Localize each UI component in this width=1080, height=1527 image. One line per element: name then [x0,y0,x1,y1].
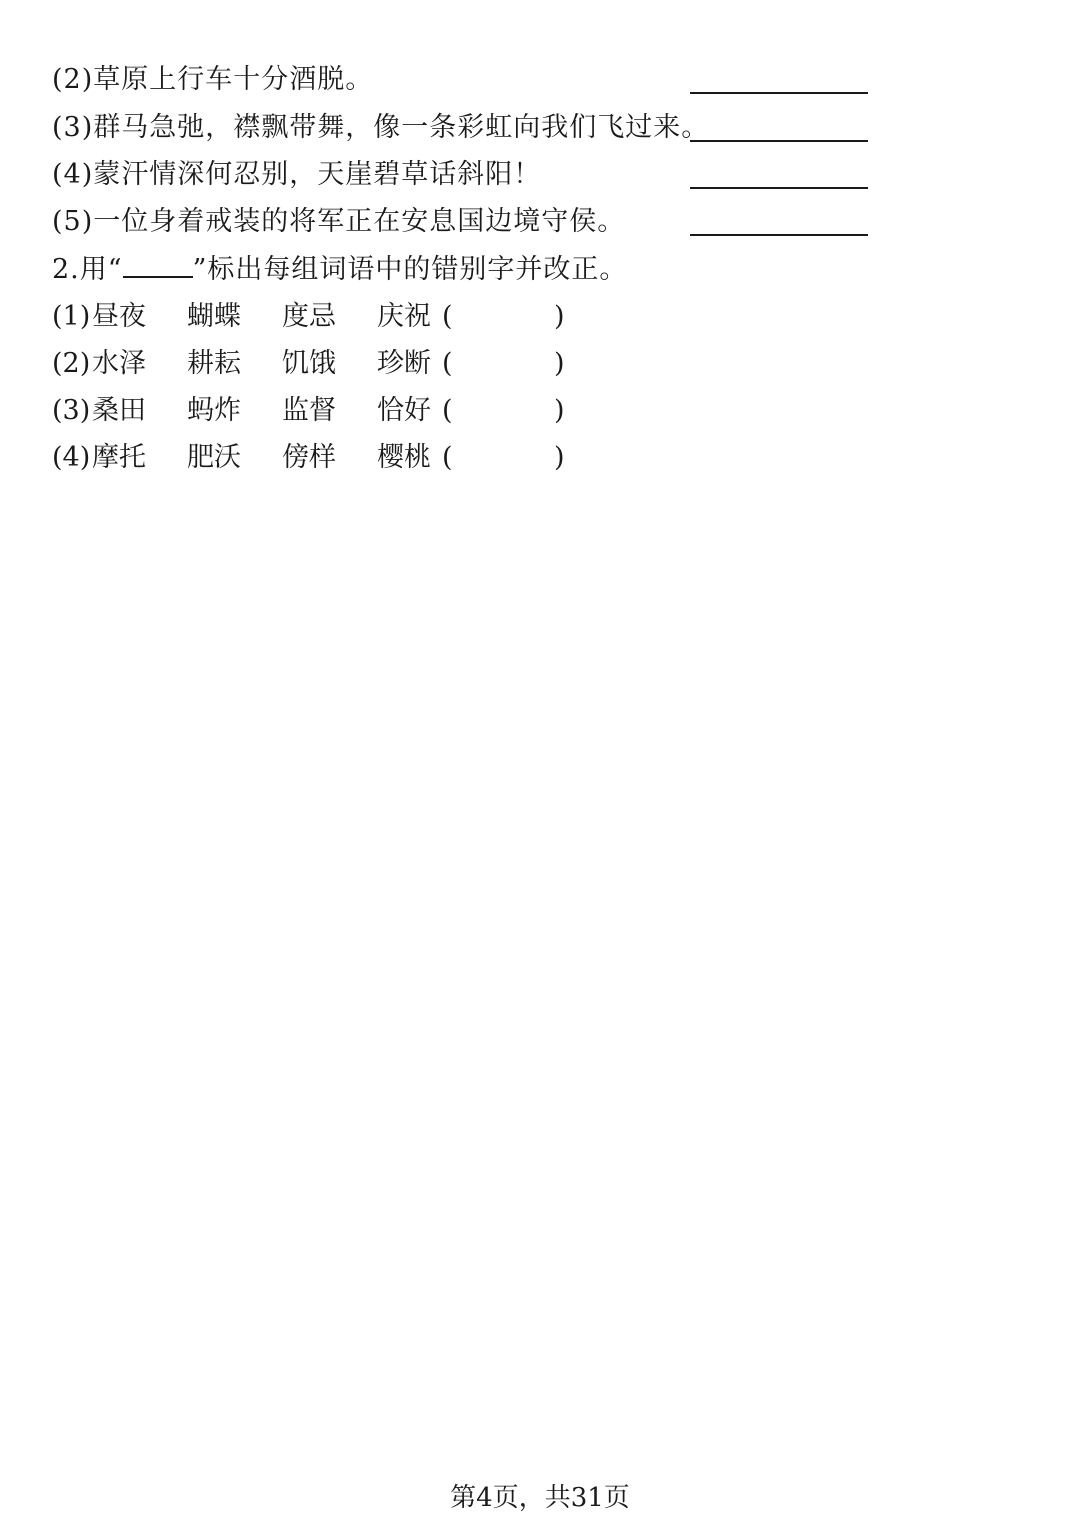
word: 桑田 [92,395,146,426]
word: 蚂炸 [187,395,241,426]
answer-paren-close: ) [554,395,565,426]
q2-row-1 [52,299,612,335]
word: 樱桃 [377,442,431,473]
answer-paren-close: ) [554,301,565,332]
answer-paren-close: ) [554,348,565,379]
q1-item-2: (2)草原上行车十分酒脱。 [52,64,374,95]
row-number: (1) [52,301,91,332]
q2-instruction-suffix: ”标出每组词语中的错别字并改正。 [192,254,628,285]
word: 饥饿 [282,348,336,379]
q1-item-5: (5)一位身着戒装的将军正在安息国边境守侯。 [52,206,626,237]
answer-paren-open[interactable]: ( [442,348,453,379]
q2-row-2 [52,346,612,382]
row-number: (2) [52,348,91,379]
q1-item-3-answer-line[interactable] [690,140,868,142]
answer-paren-close: ) [554,442,565,473]
word: 蝴蝶 [187,301,241,332]
q1-item-3: (3)群马急弛，襟飘带舞，像一条彩虹向我们飞过来。 [52,112,710,143]
page-number-footer: 第4页，共31页 [450,1483,630,1513]
q1-item-2-answer-line[interactable] [690,92,868,94]
word: 珍断 [377,348,431,379]
word: 度忌 [282,301,336,332]
word: 昼夜 [92,301,146,332]
answer-paren-open[interactable]: ( [442,442,453,473]
word: 摩托 [92,442,146,473]
q2-row-3 [52,393,612,429]
underline-mark-sample [123,254,193,278]
q2-instruction-prefix: 2.用“ [52,254,123,285]
word: 傍样 [282,442,336,473]
word: 肥沃 [187,442,241,473]
q1-item-4: (4)蒙汗情深何忍别，天崖碧草话斜阳！ [52,159,542,190]
q2-row-4 [52,440,612,476]
answer-paren-open[interactable]: ( [442,395,453,426]
word: 耕耘 [187,348,241,379]
row-number: (3) [52,395,91,426]
word: 水泽 [92,348,146,379]
word: 恰好 [377,395,431,426]
answer-paren-open[interactable]: ( [442,301,453,332]
q1-item-5-answer-line[interactable] [690,234,868,236]
q2-instruction [52,252,627,288]
word: 庆祝 [377,301,431,332]
row-number: (4) [52,442,91,473]
q1-item-4-answer-line[interactable] [690,187,868,189]
word: 监督 [282,395,336,426]
